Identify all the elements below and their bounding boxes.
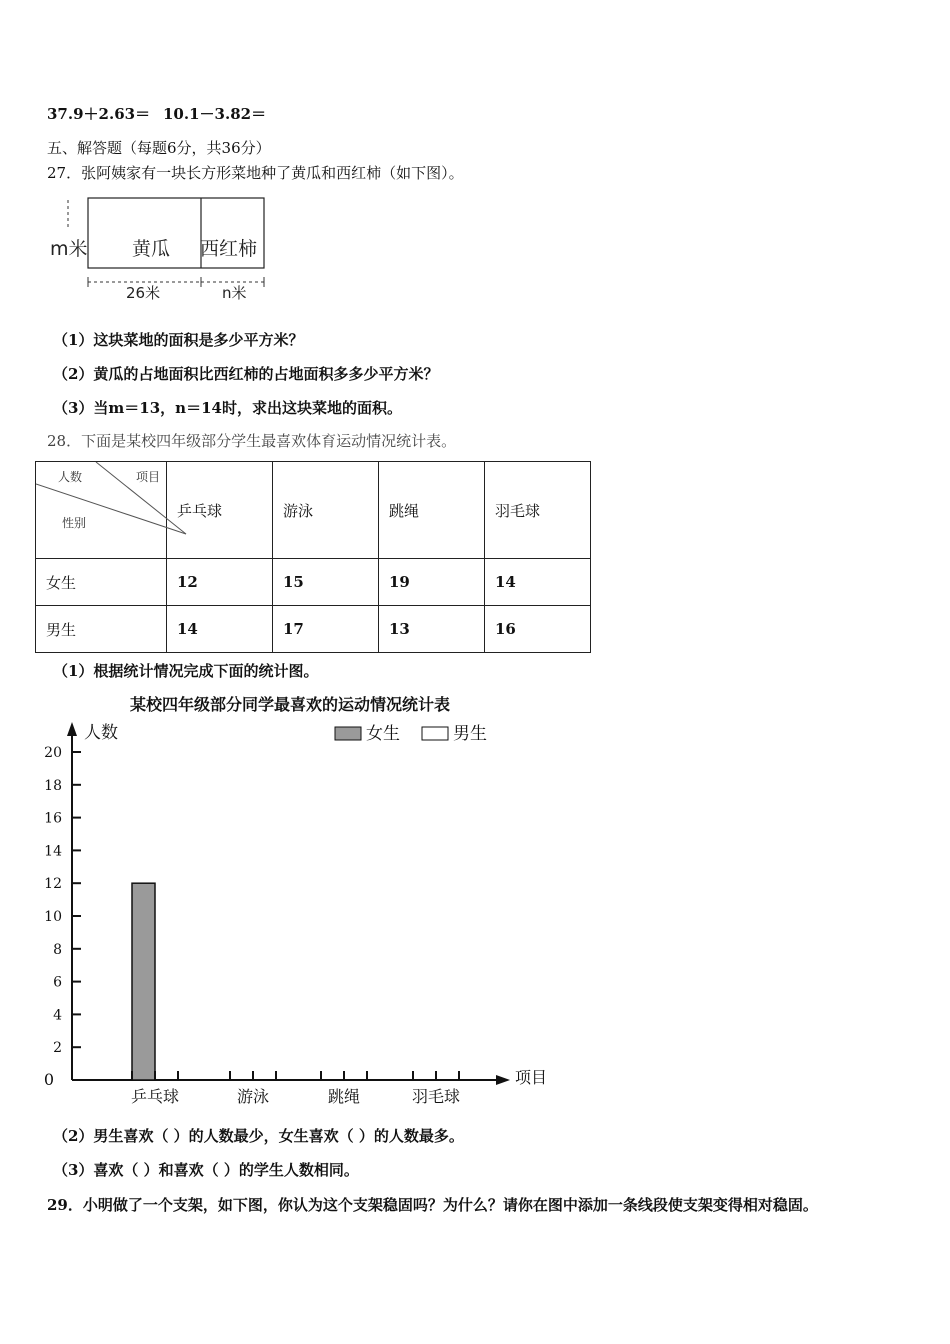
- table-row: [36, 559, 591, 606]
- y-tick-label: 4: [53, 1007, 62, 1024]
- row-label: 男生: [36, 606, 167, 653]
- x-category-label: 跳绳: [327, 1087, 361, 1106]
- y-tick-label: 2: [53, 1040, 62, 1057]
- q28-stem: 28．下面是某校四年级部分学生最喜欢体育运动情况统计表。: [47, 432, 457, 450]
- y-tick-label: 14: [44, 843, 62, 860]
- q29-stem: 29．小明做了一个支架，如下图，你认为这个支架稳固吗？为什么？请你在图中添加一条线段使支架变得相对稳固。: [47, 1196, 818, 1214]
- table-cell: 13: [379, 606, 485, 653]
- q28-sub3: （3）喜欢（ ）和喜欢（ ）的学生人数相同。: [53, 1161, 359, 1179]
- y-axis-arrow: [67, 722, 77, 736]
- x-axis-arrow: [496, 1075, 510, 1085]
- x-category-label: 羽毛球: [411, 1087, 461, 1106]
- section-title: 五、解答题（每题6分，共36分）: [47, 139, 271, 157]
- q28-sub2: （2）男生喜欢（ ）的人数最少，女生喜欢（ ）的人数最多。: [53, 1127, 464, 1145]
- table-cell: 16: [485, 606, 591, 653]
- corner-people: 人数: [58, 470, 83, 484]
- row-label: 女生: [36, 559, 167, 606]
- chart-title: 某校四年级部分同学最喜欢的运动情况统计表: [129, 695, 451, 714]
- corner-item: 项目: [136, 470, 161, 484]
- legend-label-boys: 男生: [453, 724, 487, 744]
- q27-sub1: （1）这块菜地的面积是多少平方米？: [53, 331, 304, 349]
- table-cell: 12: [167, 559, 273, 606]
- y-tick-label: 12: [44, 876, 62, 893]
- width-label: m米: [50, 238, 88, 260]
- legend-swatch-girls: [335, 727, 361, 740]
- y-tick-label: 8: [53, 941, 62, 958]
- x-category-label: 乒乓球: [130, 1087, 180, 1106]
- table-cell: 17: [273, 606, 379, 653]
- table-row: [36, 606, 591, 653]
- q27-sub3: （3）当m＝13，n＝14时，求出这块菜地的面积。: [53, 399, 402, 417]
- tomato-label: 西红柿: [200, 238, 258, 260]
- garden-figure: [48, 192, 278, 302]
- col-header: 乒乓球: [167, 462, 273, 559]
- x-category-label: 游泳: [236, 1087, 270, 1106]
- col-header: 跳绳: [379, 462, 485, 559]
- col-header: 羽毛球: [485, 462, 591, 559]
- corner-gender: 性别: [62, 516, 87, 530]
- q27-stem: 27．张阿姨家有一块长方形菜地种了黄瓜和西红柿（如下图）。: [47, 164, 464, 182]
- y-tick-label: 0: [43, 1070, 54, 1089]
- cucumber-label: 黄瓜: [132, 238, 171, 260]
- bar-chart: [30, 690, 590, 1120]
- table-cell: 14: [485, 559, 591, 606]
- corner-cell: [36, 462, 167, 559]
- calc-expression-2: 10.1－3.82＝: [163, 105, 267, 123]
- y-tick-label: 18: [44, 777, 62, 794]
- y-tick-label: 16: [44, 810, 62, 827]
- legend-label-girls: 女生: [366, 724, 400, 744]
- q27-sub2: （2）黄瓜的占地面积比西红柿的占地面积多多少平方米？: [53, 365, 439, 383]
- table-cell: 14: [167, 606, 273, 653]
- legend-swatch-boys: [422, 727, 448, 740]
- x-axis-label: 项目: [515, 1068, 548, 1087]
- bar-girls: [132, 883, 155, 1080]
- table-cell: 15: [273, 559, 379, 606]
- y-tick-label: 20: [44, 745, 62, 761]
- stats-table: [35, 461, 591, 653]
- length-label: 26米: [126, 284, 161, 302]
- col-header: 游泳: [273, 462, 379, 559]
- y-axis-label: 人数: [84, 723, 118, 743]
- table-cell: 19: [379, 559, 485, 606]
- y-tick-label: 6: [53, 974, 62, 991]
- q28-sub1: （1）根据统计情况完成下面的统计图。: [53, 662, 319, 680]
- calc-expression-1: 37.9＋2.63＝: [47, 105, 151, 123]
- y-tick-label: 10: [44, 909, 62, 925]
- n-length-label: n米: [222, 284, 247, 302]
